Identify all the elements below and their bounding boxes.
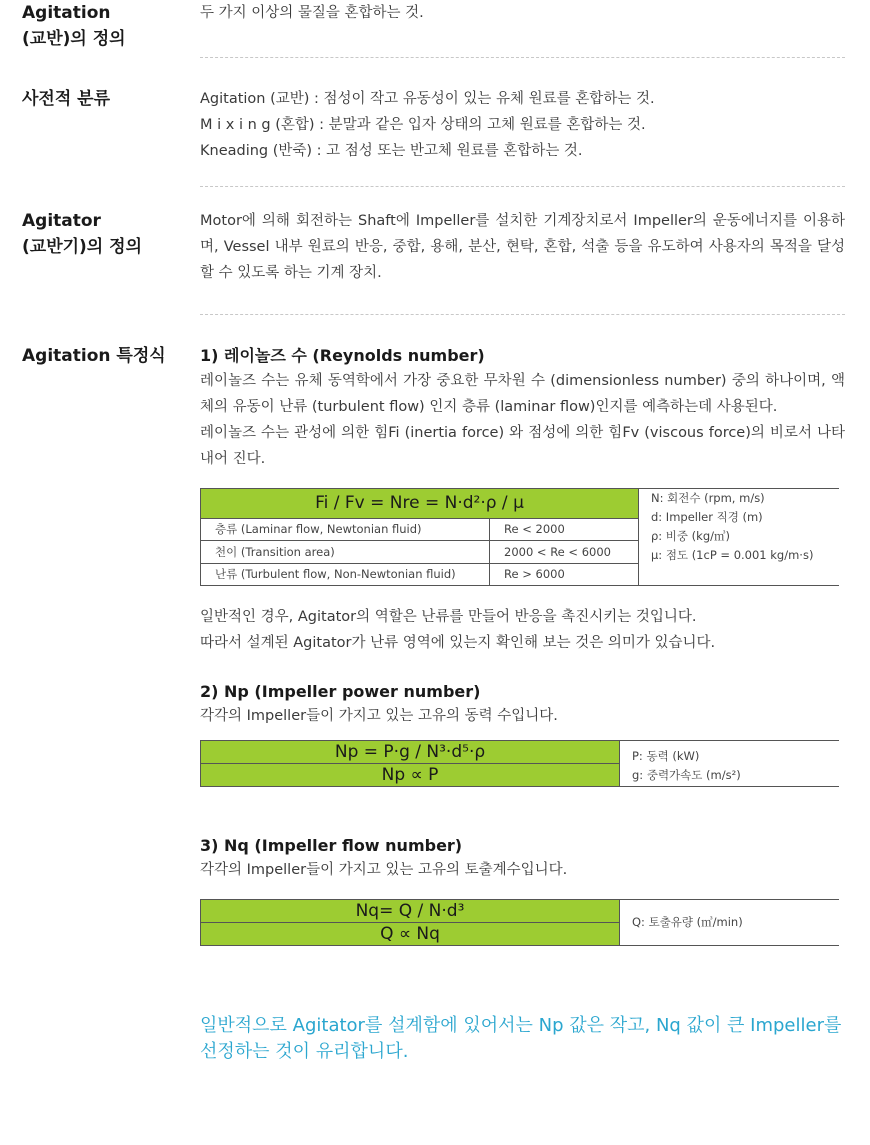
definition-title-line2: (교반)의 정의 (22, 29, 126, 49)
np-formula: Np = P·g / N³·d⁵·ρ (201, 741, 620, 764)
row-label: 천이 (Transition area) (201, 541, 490, 563)
nq-proportional: Q ∝ Nq (201, 923, 620, 946)
legend-p: P: 동력 (kW) (632, 749, 700, 763)
conclusion-text: 일반적으로 Agitator를 설계함에 있어서는 Np 값은 작고, Nq 값이 큰 Impeller를 선정하는 것이 유리합니다. (200, 1015, 842, 1062)
nq-desc (200, 857, 845, 883)
classification-title: 사전적 분류 (22, 89, 111, 109)
np-desc (200, 703, 845, 729)
np-legend (620, 741, 840, 787)
np-desc-line: 각각의 Impeller들이 가지고 있는 고유의 동력 수입니다. (200, 708, 558, 724)
np-proportional: Np ∝ P (201, 764, 620, 787)
reynolds-table (200, 488, 839, 586)
reynolds-para2: 레이놀즈 수는 관성에 의한 힘Fi (inertia force) 와 점성에 의한 힘Fv (viscous force)의 비로서 나타내어 진다. (200, 425, 845, 467)
nq-formula: Nq= Q / N·d³ (201, 900, 620, 923)
legend-mu: μ: 점도 (1cP = 0.001 kg/m·s) (650, 548, 814, 562)
nq-legend (620, 900, 840, 946)
legend-n: N: 회전수 (rpm, m/s) (650, 491, 765, 505)
classification-agitation: Agitation (교반) : 점성이 작고 유동성이 있는 유체 원료를 혼합하는 것. (200, 91, 655, 107)
legend-rho: ρ: 비중 (kg/㎥) (650, 529, 730, 543)
row-label: 층류 (Laminar flow, Newtonian fluid) (201, 518, 490, 540)
agitator-text (200, 208, 845, 286)
definition-title-line1: Agitation (22, 3, 111, 23)
reynolds-formula: Fi / Fv = Nre = N·d²·ρ / μ (201, 489, 639, 519)
classification-list (200, 86, 845, 164)
classification-kneading: Kneading (반죽) : 고 점성 또는 반고체 원료를 혼합하는 것. (200, 143, 583, 159)
agitator-title-line2: (교반기)의 정의 (22, 237, 142, 257)
characteristics-title: Agitation 특정식 (22, 346, 166, 366)
np-table (200, 740, 839, 787)
divider (200, 186, 845, 187)
definition-title (22, 0, 126, 52)
agitator-paragraph: Motor에 의해 회전하는 Shaft에 Impeller를 설치한 기계장치로서 Impeller의 운동에너지를 이용하며, Vessel 내부 원료의 반응, 중합, 용해, 분산, 현탁, 혼합, 석출 등을 유도하여 사용자의 목적을 달성할 수 있도록 하는 기계 장치. (200, 213, 845, 281)
definition-text (200, 0, 845, 26)
nq-table (200, 899, 839, 946)
np-heading: 2) Np (Impeller power number) (200, 682, 481, 701)
legend-d: d: Impeller 직경 (m) (650, 510, 763, 524)
reynolds-note2: 따라서 설계된 Agitator가 난류 영역에 있는지 확인해 보는 것은 의미가 있습니다. (200, 635, 716, 651)
row-value: Re < 2000 (490, 518, 639, 540)
reynolds-para1: 레이놀즈 수는 유체 동역학에서 가장 중요한 무차원 수 (dimensionless number) 중의 하나이며, 액체의 유동이 난류 (turbulent flow) 인지 층류 (laminar flow)인지를 예측하는데 사용된다. (200, 373, 845, 415)
reynolds-legend (638, 489, 839, 586)
divider (200, 314, 845, 315)
reynolds-notes (200, 604, 845, 656)
reynolds-text (200, 368, 845, 472)
row-value: 2000 < Re < 6000 (490, 541, 639, 563)
row-label: 난류 (Turbulent flow, Non-Newtonian fluid) (201, 563, 490, 586)
row-value: Re > 6000 (490, 563, 639, 586)
nq-heading: 3) Nq (Impeller flow number) (200, 836, 463, 855)
legend-q: Q: 토출유량 (㎥/min) (632, 915, 743, 929)
divider (200, 57, 845, 58)
reynolds-note1: 일반적인 경우, Agitator의 역할은 난류를 만들어 반응을 촉진시키는 것입니다. (200, 609, 697, 625)
agitator-title-line1: Agitator (22, 211, 101, 231)
classification-mixing: M i x i n g (혼합) : 분말과 같은 입자 상태의 고체 원료를 혼합하는 것. (200, 117, 646, 133)
legend-g: g: 중력가속도 (m/s²) (632, 768, 741, 782)
definition-line: 두 가지 이상의 물질을 혼합하는 것. (200, 5, 424, 21)
nq-desc-line: 각각의 Impeller들이 가지고 있는 고유의 토출계수입니다. (200, 862, 568, 878)
agitator-title (22, 208, 142, 260)
reynolds-heading: 1) 레이놀즈 수 (Reynolds number) (200, 346, 485, 365)
